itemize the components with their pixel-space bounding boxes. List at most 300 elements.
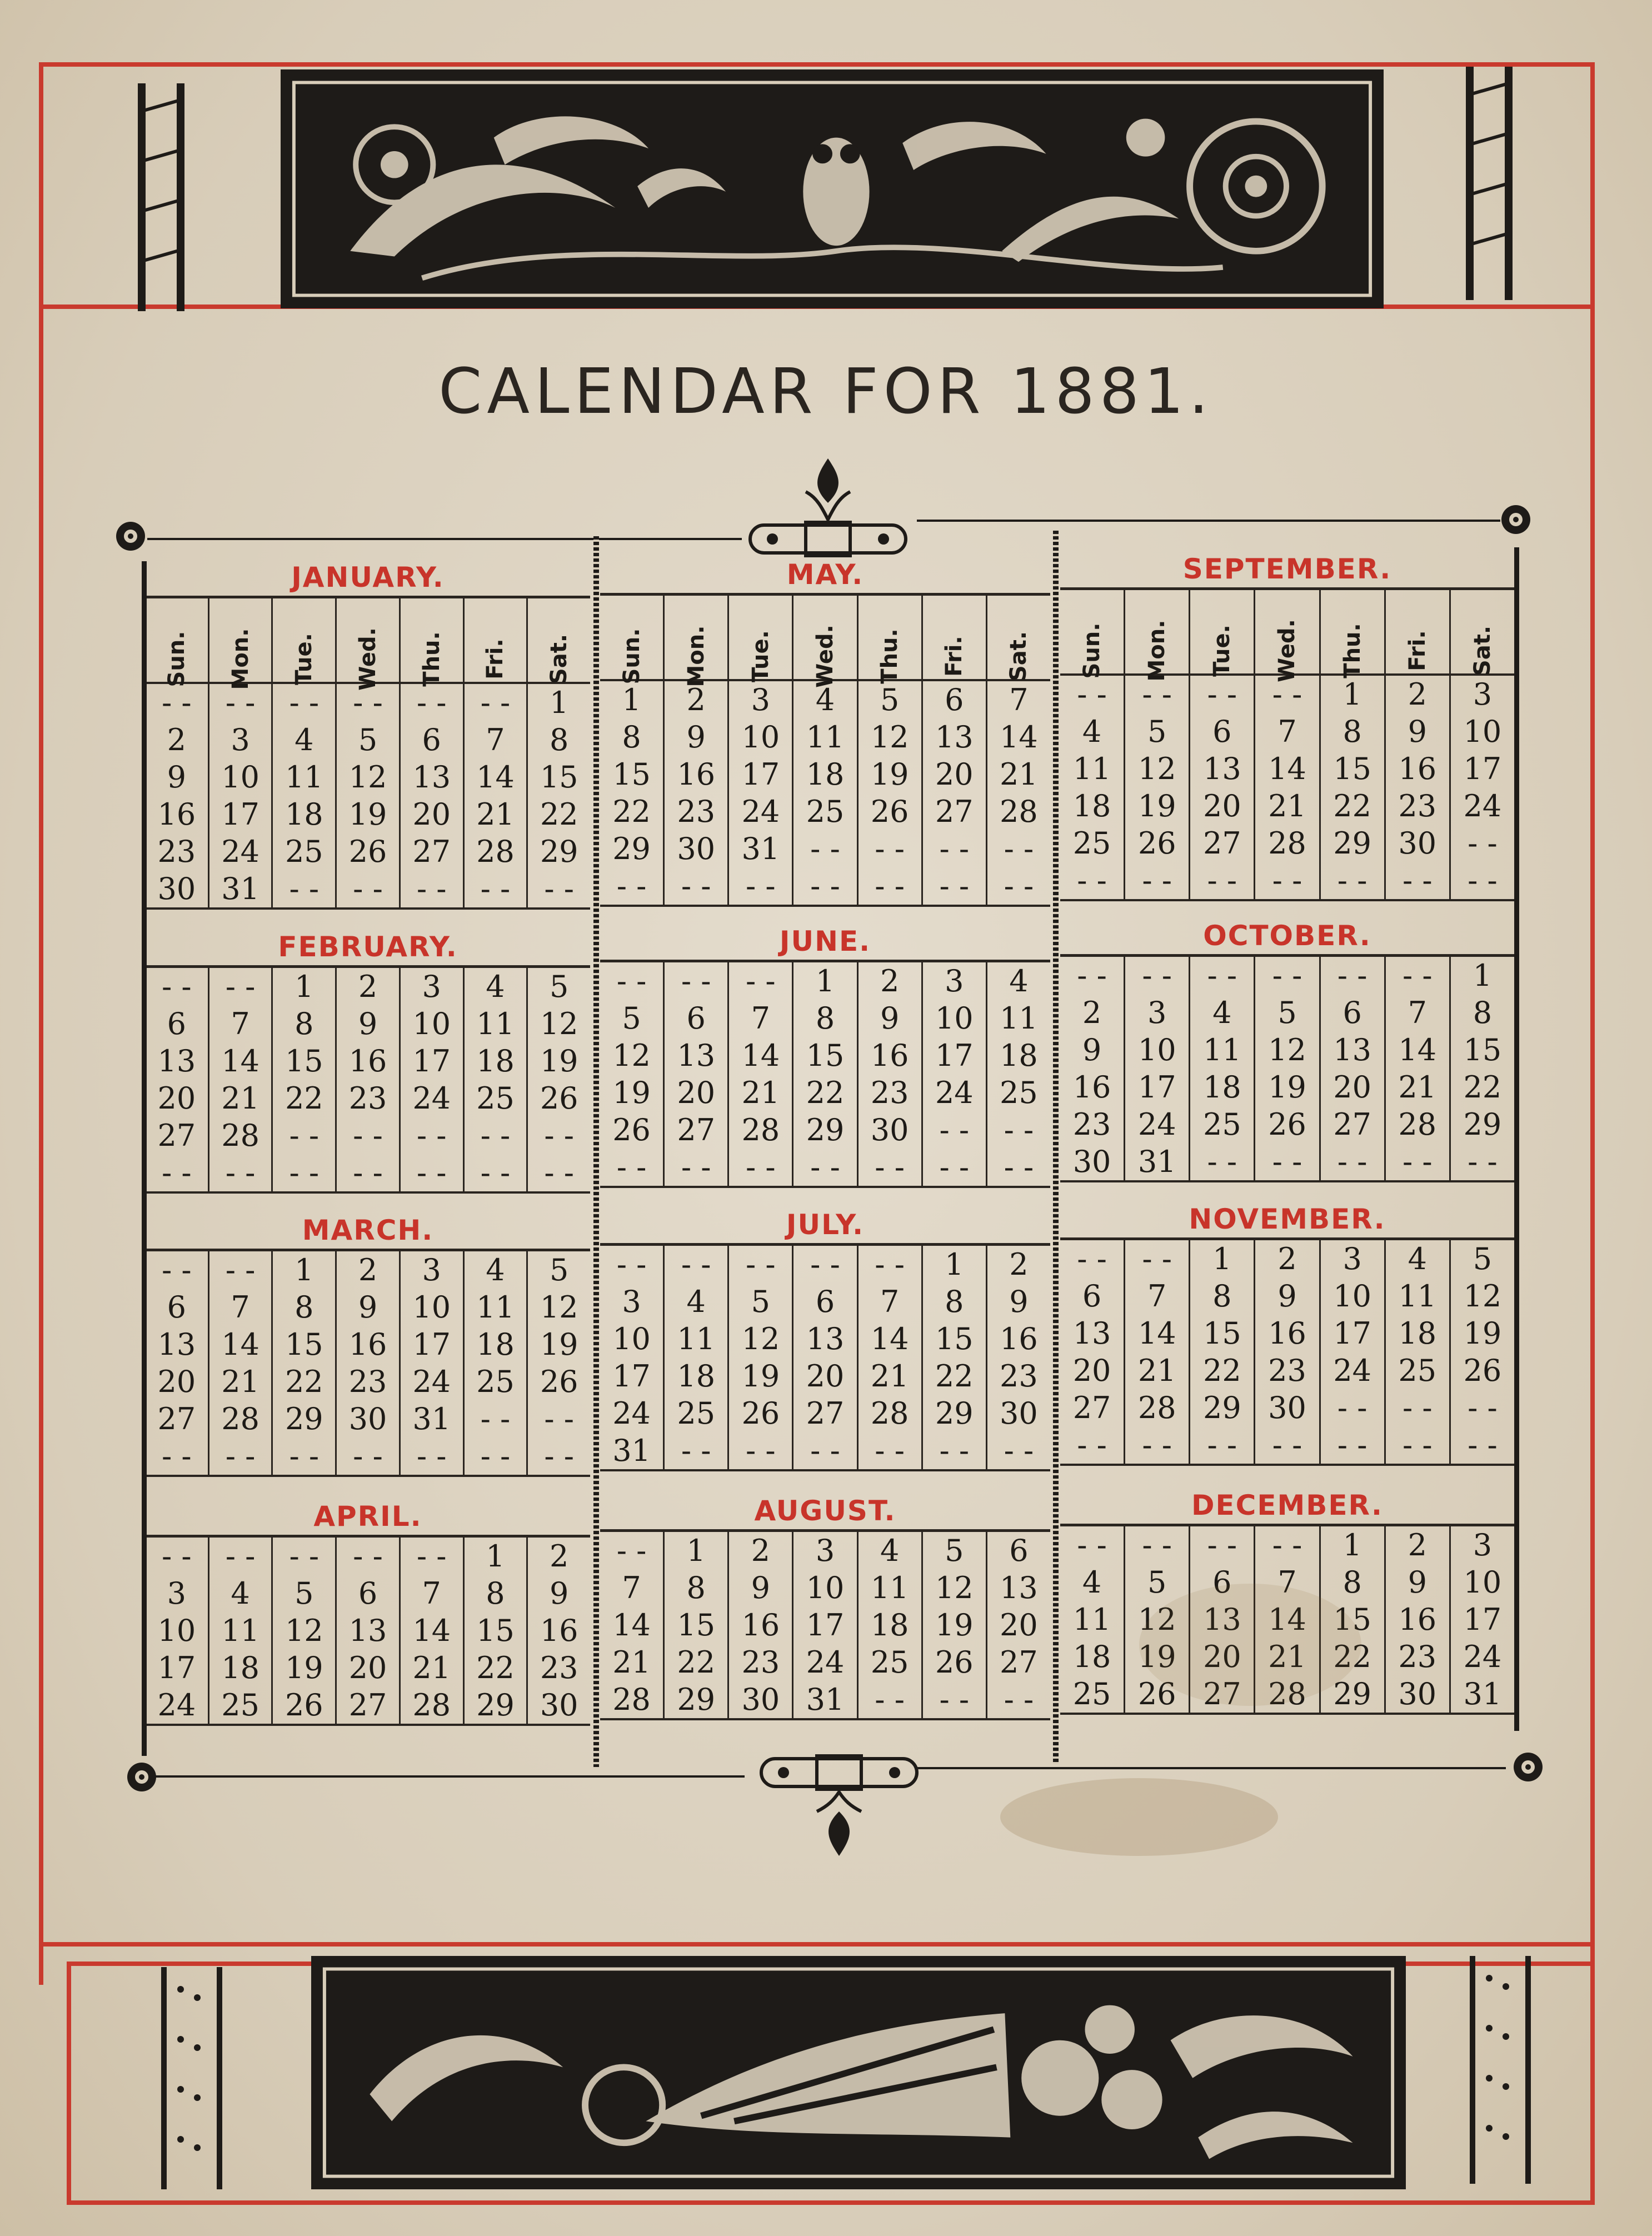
day-cell: - - [1124,957,1189,994]
weekday-text: Tue. [747,630,773,682]
day-cell: - - [1254,676,1319,713]
week-row [600,1074,1050,1111]
day-cell: 8 [271,1289,335,1326]
day-cell: 9 [857,1000,921,1037]
day-cell: 16 [986,1320,1050,1357]
day-cell: 11 [208,1612,272,1649]
weekday-text: Sun. [618,628,645,685]
day-cell: 3 [921,962,986,1000]
day-cell: 17 [399,1042,463,1080]
day-cell: - - [162,685,192,720]
day-cell: - - [921,830,986,867]
day-cell: 13 [335,1612,399,1649]
week-row [1060,957,1514,994]
day-cell: 20 [1072,1353,1111,1388]
week-row [1060,1315,1514,1352]
day-cell: 29 [526,833,590,870]
day-cell: 24 [921,1074,986,1111]
calendar-column [146,0,590,2236]
day-cell: 13 [663,1037,727,1074]
day-cell: 25 [208,1686,272,1724]
week-row [146,1251,590,1289]
day-cell: 9 [526,1575,590,1612]
weekday-label [335,598,399,691]
day-cell: 10 [399,1289,463,1326]
day-cell: - - [162,1252,192,1287]
weekday-text: Wed. [812,625,838,688]
week-row [1060,1426,1514,1464]
weekday-text: Sun. [163,631,189,687]
day-cell: 10 [612,1321,651,1356]
month-name: MARCH. [302,1214,434,1246]
day-cell: 29 [612,831,651,866]
day-cell: 22 [612,794,651,829]
day-cell: - - [1124,1240,1189,1277]
day-cell: - - [616,964,647,999]
day-cell: 26 [727,1395,792,1432]
day-cell: 22 [1449,1069,1514,1106]
day-cell: - - [1189,1143,1254,1180]
day-cell: 12 [526,1289,590,1326]
day-cell: 16 [857,1037,921,1074]
scroll-ornament-bottom-icon [745,1750,934,1861]
day-cell: - - [526,1154,590,1191]
day-cell: - - [271,870,335,907]
day-cell: 5 [857,681,921,718]
day-cell: 5 [727,1283,792,1320]
day-cell: 27 [335,1686,399,1724]
week-row [600,1283,1050,1320]
day-cell: 15 [1319,750,1384,787]
weekday-header [1060,590,1514,682]
week-row [146,796,590,833]
weekday-label [526,598,590,685]
weekday-label [663,596,727,687]
day-cell: 12 [727,1320,792,1357]
day-cell: 17 [727,756,792,793]
day-cell: 27 [986,1644,1050,1681]
day-cell: 3 [727,681,792,718]
day-cell: 27 [399,833,463,870]
day-cell: 16 [1072,1070,1111,1105]
day-cell: 30 [335,1400,399,1438]
day-cell: 12 [857,718,921,756]
day-cell: 9 [727,1569,792,1606]
day-cell: 13 [792,1320,856,1357]
day-cell: 30 [663,830,727,867]
day-cell: 10 [1124,1031,1189,1069]
day-cell: 30 [526,1686,590,1724]
day-cell: - - [335,684,399,721]
day-cell: - - [399,1438,463,1475]
week-row [146,758,590,796]
paper-stain [1139,1584,1361,1706]
day-cell: 5 [1124,713,1189,750]
day-cell: 1 [271,968,335,1005]
day-cell: 20 [663,1074,727,1111]
day-cell: 15 [271,1042,335,1080]
day-cell: - - [921,1432,986,1469]
day-cell: 19 [271,1649,335,1686]
day-cell: 19 [1124,1638,1189,1675]
day-cell: 30 [1384,825,1449,862]
week-row [600,830,1050,867]
day-cell: 29 [1449,1106,1514,1143]
day-cell: 7 [208,1289,272,1326]
day-cell: 28 [612,1682,651,1717]
day-cell: - - [335,1154,399,1191]
week-row [600,1606,1050,1644]
day-cell: 9 [1384,1564,1449,1601]
day-cell: 7 [857,1283,921,1320]
month-name: FEBRUARY. [278,931,458,963]
day-cell: 28 [208,1117,272,1154]
week-row [1060,1106,1514,1143]
month-name: SEPTEMBER. [1182,553,1392,585]
day-cell: 4 [663,1283,727,1320]
day-cell: 28 [1254,1675,1319,1713]
day-cell: 14 [727,1037,792,1074]
weekday-label [1254,590,1319,682]
day-cell: 16 [335,1326,399,1363]
weekday-text: Thu. [1339,623,1365,678]
day-cell: - - [1077,958,1107,993]
weekday-label [1060,590,1124,679]
day-cell: 10 [1449,1564,1514,1601]
day-cell: 20 [399,796,463,833]
day-cell: 20 [335,1649,399,1686]
week-row [146,1080,590,1117]
day-cell: 31 [727,830,792,867]
day-cell: 5 [526,1251,590,1289]
day-cell: 25 [1072,826,1111,861]
day-cell: 22 [1319,1638,1384,1675]
day-cell: 23 [335,1080,399,1117]
day-cell: 26 [857,793,921,830]
week-row [146,721,590,758]
day-cell: 15 [1319,1601,1384,1638]
day-cell: - - [1124,1426,1189,1464]
day-cell: - - [1124,862,1189,899]
day-cell: 8 [463,1575,527,1612]
day-cell: - - [1384,1389,1449,1426]
week-row [146,1326,590,1363]
month-grid [600,593,1050,907]
week-row [146,1400,590,1438]
day-cell: 18 [1072,788,1111,823]
weekday-text: Sat. [546,633,572,685]
day-cell: 18 [271,796,335,833]
day-cell: 18 [857,1606,921,1644]
week-row [146,1154,590,1191]
day-cell: - - [1124,1526,1189,1564]
day-cell: 29 [1319,825,1384,862]
day-cell: 21 [1254,787,1319,825]
day-cell: - - [792,1432,856,1469]
day-cell: 1 [622,682,641,717]
day-cell: 28 [986,793,1050,830]
day-cell: 16 [1254,1315,1319,1352]
day-cell: - - [727,1246,792,1283]
day-cell: - - [792,1149,856,1186]
day-cell: - - [526,870,590,907]
day-cell: 13 [1189,1601,1254,1638]
day-cell: 12 [1449,1277,1514,1315]
day-cell: 10 [792,1569,856,1606]
day-cell: 29 [792,1111,856,1149]
day-cell: - - [208,684,272,721]
day-cell: - - [1384,957,1449,994]
day-cell: 7 [986,681,1050,718]
day-cell: 17 [399,1326,463,1363]
week-row [600,1395,1050,1432]
day-cell: - - [1077,1241,1107,1276]
weekday-label [1449,590,1514,676]
weekday-header [146,598,590,691]
day-cell: - - [1077,1528,1107,1563]
day-cell: - - [208,1538,272,1575]
rosette-bottom-left-icon [125,1760,158,1794]
day-cell: 22 [463,1649,527,1686]
day-cell: 6 [986,1532,1050,1569]
day-cell: - - [921,1149,986,1186]
day-cell: 2 [1082,995,1102,1030]
weekday-label [463,598,527,682]
day-cell: - - [727,962,792,1000]
day-cell: 17 [1449,1601,1514,1638]
day-cell: - - [1189,1526,1254,1564]
day-cell: 11 [1072,751,1111,786]
day-cell: 31 [792,1681,856,1718]
month-name: JULY. [786,1209,865,1241]
day-cell: 7 [622,1570,641,1605]
day-cell: - - [857,1149,921,1186]
day-cell: 10 [208,758,272,796]
day-cell: - - [208,1154,272,1191]
day-cell: 20 [1189,787,1254,825]
weekday-text: Thu. [877,628,903,684]
day-cell: 5 [921,1532,986,1569]
day-cell: 23 [727,1644,792,1681]
day-cell: - - [162,1539,192,1574]
day-cell: 8 [526,721,590,758]
day-cell: 6 [335,1575,399,1612]
day-cell: 7 [1254,1564,1319,1601]
day-cell: 2 [1384,676,1449,713]
day-cell: 24 [1449,1638,1514,1675]
day-cell: 26 [335,833,399,870]
day-cell: - - [162,969,192,1004]
day-cell: 30 [1384,1675,1449,1713]
day-cell: 3 [1319,1240,1384,1277]
week-row [600,1569,1050,1606]
weekday-text: Mon. [227,628,253,690]
weekday-label [921,596,986,679]
day-cell: 15 [663,1606,727,1644]
calendar-left-rule [142,561,147,1756]
day-cell: 11 [1189,1031,1254,1069]
weekday-text: Fri. [482,638,508,680]
day-cell: 15 [526,758,590,796]
weekday-text: Fri. [1404,630,1430,671]
day-cell: 22 [526,796,590,833]
day-cell: 21 [986,756,1050,793]
day-cell: 21 [399,1649,463,1686]
weekday-label [1384,590,1449,673]
day-cell: 6 [167,1006,187,1041]
day-cell: 17 [1124,1069,1189,1106]
day-cell: 11 [857,1569,921,1606]
weekday-text: Tue. [1209,625,1235,677]
day-cell: 11 [271,758,335,796]
day-cell: 26 [271,1686,335,1724]
day-cell: 8 [622,720,641,755]
day-cell: 18 [463,1042,527,1080]
week-row [1060,1526,1514,1564]
day-cell: 2 [663,681,727,718]
day-cell: 19 [1254,1069,1319,1106]
day-cell: 25 [463,1363,527,1400]
weekday-text: Wed. [1274,619,1300,682]
day-cell: 29 [1189,1389,1254,1426]
day-cell: 3 [792,1532,856,1569]
day-cell: 6 [663,1000,727,1037]
calendar-right-rule [1514,547,1519,1731]
day-cell: 8 [1319,713,1384,750]
week-row [146,1612,590,1649]
day-cell: 21 [1124,1352,1189,1389]
weekday-label [146,598,208,687]
day-cell: 10 [1319,1277,1384,1315]
day-cell: 15 [463,1612,527,1649]
day-cell: 25 [1384,1352,1449,1389]
week-row [600,1532,1050,1569]
day-cell: 7 [1384,994,1449,1031]
day-cell: 10 [1449,713,1514,750]
day-cell: 5 [335,721,399,758]
day-cell: 28 [463,833,527,870]
day-cell: 22 [271,1363,335,1400]
day-cell: 6 [792,1283,856,1320]
day-cell: - - [1254,1526,1319,1564]
day-cell: 21 [1384,1069,1449,1106]
day-cell: 25 [271,833,335,870]
day-cell: - - [335,870,399,907]
day-cell: 31 [399,1400,463,1438]
day-cell: 28 [1384,1106,1449,1143]
day-cell: 21 [208,1080,272,1117]
week-row [600,1320,1050,1357]
day-cell: 25 [663,1395,727,1432]
day-cell: - - [792,867,856,905]
day-cell: - - [162,1155,192,1190]
month-name: JUNE. [779,925,871,957]
day-cell: - - [208,1438,272,1475]
day-cell: 22 [792,1074,856,1111]
weekday-label [1124,590,1189,682]
day-cell: - - [1449,1143,1514,1180]
day-cell: 16 [1384,750,1449,787]
day-cell: 18 [663,1357,727,1395]
day-cell: 7 [1124,1277,1189,1315]
day-cell: 14 [208,1042,272,1080]
day-cell: 19 [857,756,921,793]
day-cell: - - [727,1149,792,1186]
day-cell: 23 [157,834,196,869]
day-cell: - - [526,1400,590,1438]
month-grid [1060,587,1514,901]
day-cell: - - [986,1149,1050,1186]
day-cell: - - [463,870,527,907]
day-cell: - - [1449,862,1514,899]
weekday-label [986,596,1050,682]
day-cell: 19 [526,1042,590,1080]
day-cell: 17 [1319,1315,1384,1352]
day-cell: 31 [1449,1675,1514,1713]
day-cell: 26 [1254,1106,1319,1143]
day-cell: 27 [663,1111,727,1149]
day-cell: - - [335,1538,399,1575]
day-cell: - - [857,1681,921,1718]
week-row [600,867,1050,905]
day-cell: - - [271,1154,335,1191]
day-cell: 26 [1124,825,1189,862]
day-cell: 26 [526,1080,590,1117]
day-cell: 1 [271,1251,335,1289]
week-row [1060,825,1514,862]
day-cell: - - [162,1439,192,1474]
day-cell: 18 [986,1037,1050,1074]
day-cell: 23 [1072,1107,1111,1142]
day-cell: - - [335,1117,399,1154]
day-cell: 19 [335,796,399,833]
day-cell: - - [208,968,272,1005]
week-row [1060,1031,1514,1069]
day-cell: 15 [612,757,651,792]
day-cell: 23 [1254,1352,1319,1389]
day-cell: 20 [157,1081,196,1116]
red-border-lower-right [1590,1945,1595,2205]
day-cell: - - [727,1432,792,1469]
day-cell: 4 [463,1251,527,1289]
bottom-rule-right [917,1767,1506,1769]
rosette-bottom-right-icon [1511,1750,1545,1784]
day-cell: 26 [921,1644,986,1681]
day-cell: 2 [857,962,921,1000]
day-cell: - - [1319,1426,1384,1464]
month-grid [146,1535,590,1726]
day-cell: 13 [1319,1031,1384,1069]
day-cell: - - [1189,862,1254,899]
day-cell: 9 [986,1283,1050,1320]
day-cell: - - [1077,677,1107,712]
day-cell: 16 [1384,1601,1449,1638]
page-title: CALENDAR FOR 1881. [438,356,1214,428]
day-cell: - - [1077,863,1107,898]
day-cell: 19 [612,1075,651,1110]
day-cell: - - [1077,1428,1107,1463]
day-cell: 14 [612,1608,651,1643]
day-cell: 16 [663,756,727,793]
day-cell: 4 [208,1575,272,1612]
day-cell: - - [463,684,527,721]
day-cell: 19 [1124,787,1189,825]
day-cell: - - [921,1681,986,1718]
day-cell: 10 [727,718,792,756]
weekday-text: Fri. [941,636,967,677]
day-cell: - - [1319,1389,1384,1426]
day-cell: - - [1189,676,1254,713]
